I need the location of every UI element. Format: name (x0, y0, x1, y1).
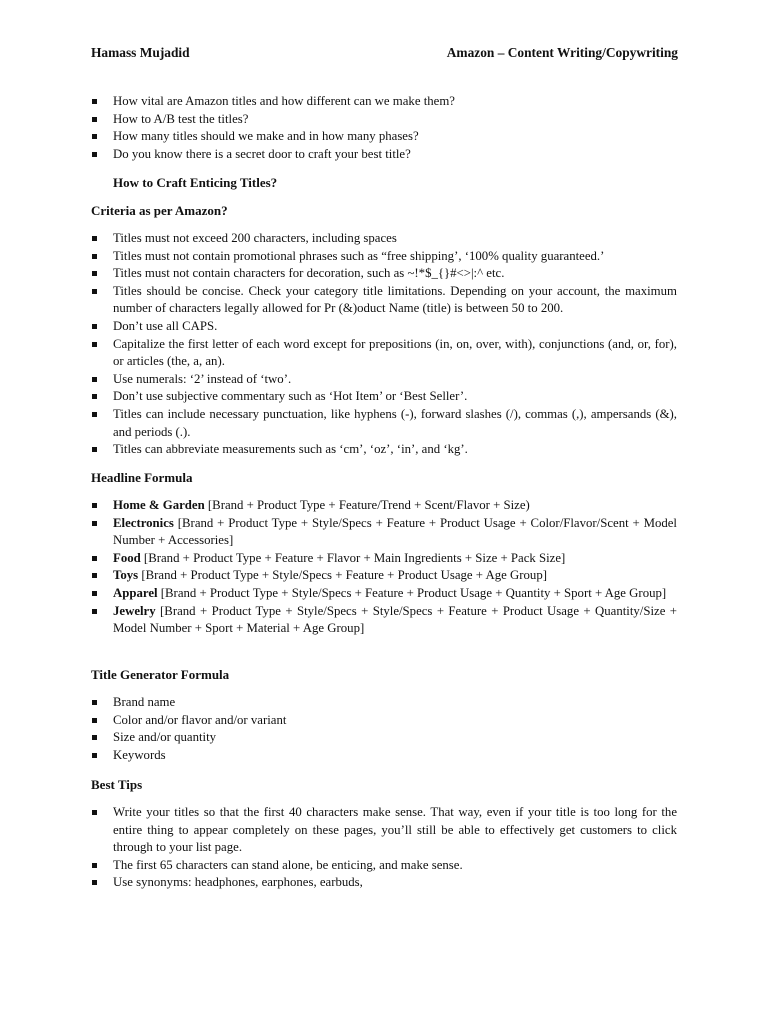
list-item: Titles can include necessary punctuation, like hyphens (-), forward slashes (/), commas (,), ampersands (&), and periods (.). (91, 406, 677, 441)
headline-heading: Headline Formula (91, 470, 193, 485)
tips-heading: Best Tips (91, 777, 143, 792)
list-item: Don’t use subjective commentary such as ‘Hot Item’ or ‘Best Seller’. (91, 388, 677, 406)
list-item: How many titles should we make and in how many phases? (91, 128, 677, 146)
list-item: The first 65 characters can stand alone, be enticing, and make sense. (91, 857, 677, 875)
list-item: Titles can abbreviate measurements such as ‘cm’, ‘oz’, ‘in’, and ‘kg’. (91, 441, 677, 459)
list-item: Use numerals: ‘2’ instead of ‘two’. (91, 371, 677, 389)
criteria-list (91, 230, 677, 459)
list-item: Do you know there is a secret door to craft your best title? (91, 146, 677, 164)
list-item (91, 550, 677, 568)
category-label: Food (113, 550, 141, 565)
list-item: Don’t use all CAPS. (91, 318, 677, 336)
formula-text: [Brand + Product Type + Feature/Trend + Scent/Flavor + Size) (204, 498, 530, 512)
category-label: Electronics (113, 515, 174, 530)
list-item: Titles must not contain promotional phrases such as “free shipping’, ‘100% quality guaranteed.’ (91, 248, 677, 266)
formula-text: [Brand + Product Type + Style/Specs + Feature + Product Usage + Color/Flavor/Scent + Model Number + Accessories] (113, 515, 677, 548)
document-title: Amazon – Content Writing/Copywriting (446, 45, 678, 60)
list-item: Keywords (91, 747, 677, 765)
list-item: How vital are Amazon titles and how different can we make them? (91, 93, 677, 111)
tips-list (91, 804, 677, 892)
list-item: Capitalize the first letter of each word except for prepositions (in, on, over, with), conjunctions (and, or, for), or articles (the, a, an). (91, 336, 677, 371)
headline-list (91, 497, 677, 638)
craft-heading: How to Craft Enticing Titles? (113, 175, 278, 190)
list-item: How to A/B test the titles? (91, 111, 677, 129)
list-item: Size and/or quantity (91, 729, 677, 747)
formula-text: [Brand + Product Type + Style/Specs + Style/Specs + Feature + Product Usage + Quantity/Size + Model Number + Sport + Material + Age Group] (113, 603, 677, 636)
list-item: Titles must not exceed 200 characters, including spaces (91, 230, 677, 248)
list-item: Titles must not contain characters for decoration, such as ~!*$_{}#<>|:^ etc. (91, 265, 677, 283)
generator-heading: Title Generator Formula (91, 667, 230, 682)
list-item: Color and/or flavor and/or variant (91, 712, 677, 730)
formula-text: [Brand + Product Type + Style/Specs + Feature + Product Usage + Quantity + Sport + Age Group] (157, 585, 667, 600)
list-item (91, 567, 677, 585)
list-item: Use synonyms: headphones, earphones, earbuds, (91, 874, 677, 892)
category-label: Toys (113, 568, 139, 583)
list-item (91, 515, 677, 550)
generator-list (91, 694, 677, 764)
formula-text: [Brand + Product Type + Feature + Flavor + Main Ingredients + Size + Pack Size] (140, 550, 566, 565)
category-label: Jewelry (113, 603, 156, 618)
list-item: Brand name (91, 694, 677, 712)
author-name: Hamass Mujadid (91, 45, 190, 60)
list-item: Titles should be concise. Check your category title limitations. Depending on your account, the maximum number of characters legally allowed for Pr (&)oduct Name (title) is between 50 to 200. (91, 283, 677, 318)
list-item (91, 603, 677, 638)
criteria-heading: Criteria as per Amazon? (91, 203, 228, 218)
intro-list (91, 93, 677, 163)
formula-text: [Brand + Product Type + Style/Specs + Feature + Product Usage + Age Group] (138, 568, 547, 583)
category-label: Home & Garden (113, 498, 205, 512)
category-label: Apparel (113, 585, 158, 600)
list-item (91, 585, 677, 603)
list-item: Write your titles so that the first 40 characters make sense. That way, even if your title is too long for the entire thing to appear completely on these pages, you’ll still be able to effectively get customers to click through to your list page. (91, 804, 677, 857)
page-header (91, 45, 678, 61)
list-item (91, 497, 677, 515)
